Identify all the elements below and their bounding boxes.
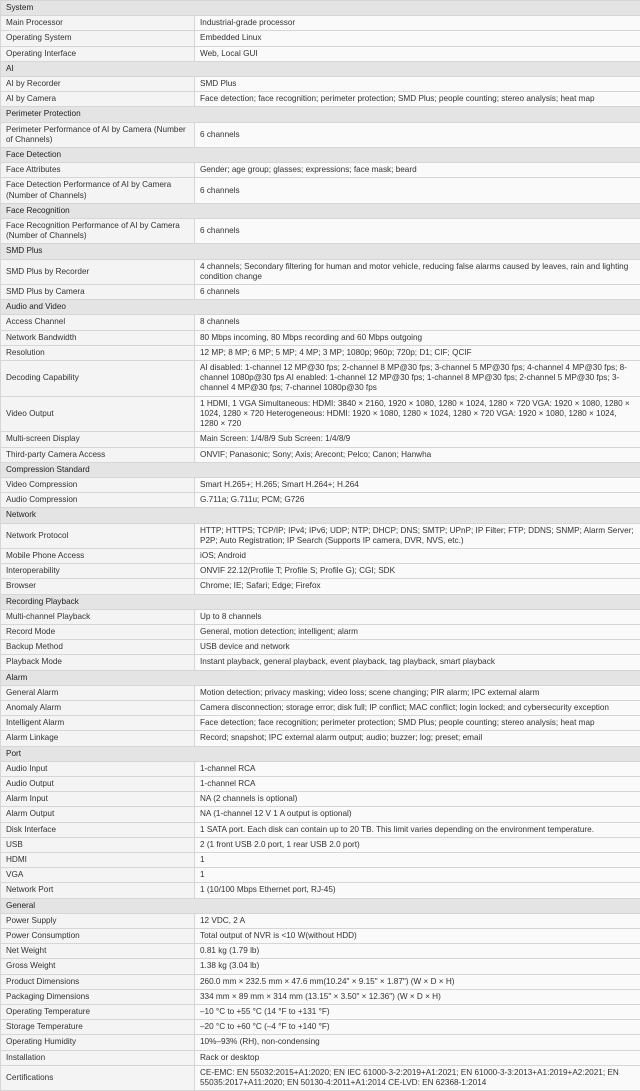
spec-row-hdmi: [1, 852, 640, 867]
spec-label: Third-party Camera Access: [1, 447, 195, 462]
spec-label: Certifications: [1, 1065, 195, 1090]
spec-value: USB device and network: [195, 640, 640, 655]
spec-label: Video Compression: [1, 477, 195, 492]
spec-row-operating-temperature: [1, 1005, 640, 1020]
spec-label: Disk Interface: [1, 822, 195, 837]
spec-value: Face detection; face recognition; perimeter protection; SMD Plus; people counting; stereo analysis; heat map: [195, 716, 640, 731]
spec-label: Power Supply: [1, 913, 195, 928]
spec-value: NA (2 channels is optional): [195, 792, 640, 807]
spec-value: SMD Plus: [195, 77, 640, 92]
spec-row-interoperability: [1, 564, 640, 579]
spec-label: Playback Mode: [1, 655, 195, 670]
spec-value: Total output of NVR is <10 W(without HDD): [195, 929, 640, 944]
spec-value: NA (1-channel 12 V 1 A output is optional): [195, 807, 640, 822]
spec-label: Network Protocol: [1, 523, 195, 548]
spec-label: SMD Plus by Camera: [1, 285, 195, 300]
spec-label: Decoding Capability: [1, 361, 195, 397]
spec-row-audio-compression: [1, 493, 640, 508]
section-header-network: [1, 508, 640, 523]
section-header-general: [1, 898, 640, 913]
spec-label: Gross Weight: [1, 959, 195, 974]
spec-label: Face Detection Performance of AI by Camera (Number of Channels): [1, 178, 195, 203]
spec-label: Net Weight: [1, 944, 195, 959]
spec-label: SMD Plus by Recorder: [1, 259, 195, 284]
spec-label: Anomaly Alarm: [1, 700, 195, 715]
section-header-face-detection: [1, 148, 640, 163]
spec-row-installation: [1, 1050, 640, 1065]
spec-row-network-port: [1, 883, 640, 898]
spec-label: VGA: [1, 868, 195, 883]
spec-value: 1-channel RCA: [195, 761, 640, 776]
spec-row-multi-channel-playback: [1, 609, 640, 624]
spec-value: Main Screen: 1/4/8/9 Sub Screen: 1/4/8/9: [195, 432, 640, 447]
spec-value: 12 MP; 8 MP; 6 MP; 5 MP; 4 MP; 3 MP; 1080p; 960p; 720p; D1; CIF; QCIF: [195, 345, 640, 360]
spec-value: iOS; Android: [195, 548, 640, 563]
spec-label: Installation: [1, 1050, 195, 1065]
spec-label: Face Attributes: [1, 163, 195, 178]
spec-row-multi-screen-display: [1, 432, 640, 447]
spec-row-alarm-output: [1, 807, 640, 822]
spec-label: Perimeter Performance of AI by Camera (Number of Channels): [1, 122, 195, 147]
section-title: Recording Playback: [1, 594, 640, 609]
spec-value: 4 channels; Secondary filtering for human and motor vehicle, reducing false alarms caused by leaves, rain and lighting condition change: [195, 259, 640, 284]
spec-value: 1: [195, 852, 640, 867]
spec-row-audio-input: [1, 761, 640, 776]
spec-row-vga: [1, 868, 640, 883]
spec-row-face-detection-performance-of-ai-by-camera-number-of-channels: [1, 178, 640, 203]
spec-row-mobile-phone-access: [1, 548, 640, 563]
spec-row-face-attributes: [1, 163, 640, 178]
spec-label: Video Output: [1, 396, 195, 432]
spec-row-access-channel: [1, 315, 640, 330]
spec-value: Chrome; IE; Safari; Edge; Firefox: [195, 579, 640, 594]
spec-label: Audio Output: [1, 776, 195, 791]
spec-value: 1 HDMI, 1 VGA Simultaneous: HDMI: 3840 × 2160, 1920 × 1080, 1280 × 1024, 1280 × 720 VGA: 1920 × 1080, 1280 × 1024, 1280 × 720 Heterogeneous: HDMI: 1920 × 1080, 1280 × 1024, 1280 × 720 VGA: 1920 × 1080, 1280 × 1024, 1280 × 720: [195, 396, 640, 432]
spec-label: Network Port: [1, 883, 195, 898]
spec-row-power-supply: [1, 913, 640, 928]
section-title: Audio and Video: [1, 300, 640, 315]
spec-row-operating-humidity: [1, 1035, 640, 1050]
spec-label: Operating System: [1, 31, 195, 46]
spec-value: Gender; age group; glasses; expressions; face mask; beard: [195, 163, 640, 178]
spec-value: Rack or desktop: [195, 1050, 640, 1065]
spec-value: 6 channels: [195, 219, 640, 244]
spec-value: 260.0 mm × 232.5 mm × 47.6 mm(10.24" × 9.15" × 1.87") (W × D × H): [195, 974, 640, 989]
spec-label: Multi-channel Playback: [1, 609, 195, 624]
spec-row-video-compression: [1, 477, 640, 492]
spec-row-power-consumption: [1, 929, 640, 944]
spec-label: Operating Humidity: [1, 1035, 195, 1050]
spec-value: Web, Local GUI: [195, 46, 640, 61]
spec-row-record-mode: [1, 624, 640, 639]
spec-value: 334 mm × 89 mm × 314 mm (13.15" × 3.50" × 12.36") (W × D × H): [195, 989, 640, 1004]
section-header-alarm: [1, 670, 640, 685]
section-title: AI: [1, 61, 640, 76]
spec-value: 80 Mbps incoming, 80 Mbps recording and 60 Mbps outgoing: [195, 330, 640, 345]
spec-value: 1 SATA port. Each disk can contain up to 20 TB. This limit varies depending on the environment temperature.: [195, 822, 640, 837]
spec-row-operating-system: [1, 31, 640, 46]
spec-label: Record Mode: [1, 624, 195, 639]
section-title: Network: [1, 508, 640, 523]
spec-row-alarm-input: [1, 792, 640, 807]
spec-label: Packaging Dimensions: [1, 989, 195, 1004]
spec-row-audio-output: [1, 776, 640, 791]
spec-label: Face Recognition Performance of AI by Camera (Number of Channels): [1, 219, 195, 244]
spec-label: Alarm Output: [1, 807, 195, 822]
spec-row-general-alarm: [1, 685, 640, 700]
spec-value: CE-EMC: EN 55032:2015+A1:2020; EN IEC 61000-3-2:2019+A1:2021; EN 61000-3-3:2013+A1:2019+A2:2021; EN 55035:2017+A11:2020; EN 50130-4:2011+A1:2014 CE-LVD: EN 62368-1:2014: [195, 1065, 640, 1090]
spec-row-network-bandwidth: [1, 330, 640, 345]
section-title: Face Detection: [1, 148, 640, 163]
spec-label: Alarm Input: [1, 792, 195, 807]
spec-value: 1.38 kg (3.04 lb): [195, 959, 640, 974]
spec-row-backup-method: [1, 640, 640, 655]
section-header-system: [1, 1, 640, 16]
section-header-audio-and-video: [1, 300, 640, 315]
spec-row-disk-interface: [1, 822, 640, 837]
spec-value: Up to 8 channels: [195, 609, 640, 624]
spec-value: HTTP; HTTPS; TCP/IP; IPv4; IPv6; UDP; NTP; DHCP; DNS; SMTP; UPnP; IP Filter; FTP; DDNS; SNMP; Alarm Server; P2P; Auto Registration; IP Search (Supports IP camera, DVR, NVS, etc.): [195, 523, 640, 548]
spec-value: 6 channels: [195, 122, 640, 147]
spec-row-decoding-capability: [1, 361, 640, 397]
spec-row-network-protocol: [1, 523, 640, 548]
spec-value: AI disabled: 1-channel 12 MP@30 fps; 2-channel 8 MP@30 fps; 3-channel 5 MP@30 fps; 4-channel 4 MP@30 fps; 8-channel 1080p@30 fps AI enabled: 1-channel 12 MP@30 fps; 1-channel 8 MP@30 fps; 2-channel 5 MP@30 fps; 3-channel 4 MP@30 fps; 7-channel 1080p@30 fps: [195, 361, 640, 397]
spec-label: Audio Compression: [1, 493, 195, 508]
spec-label: Operating Temperature: [1, 1005, 195, 1020]
spec-row-certifications: [1, 1065, 640, 1090]
section-header-perimeter-protection: [1, 107, 640, 122]
spec-row-usb: [1, 837, 640, 852]
section-title: System: [1, 1, 640, 16]
spec-row-operating-interface: [1, 46, 640, 61]
spec-label: Access Channel: [1, 315, 195, 330]
spec-value: 1: [195, 868, 640, 883]
spec-value: 0.81 kg (1.79 lb): [195, 944, 640, 959]
spec-row-smd-plus-by-camera: [1, 285, 640, 300]
spec-label: Main Processor: [1, 16, 195, 31]
spec-row-anomaly-alarm: [1, 700, 640, 715]
section-title: SMD Plus: [1, 244, 640, 259]
spec-value: 2 (1 front USB 2.0 port, 1 rear USB 2.0 port): [195, 837, 640, 852]
spec-row-product-dimensions: [1, 974, 640, 989]
spec-row-face-recognition-performance-of-ai-by-camera-number-of-channels: [1, 219, 640, 244]
spec-value: Motion detection; privacy masking; video loss; scene changing; PIR alarm; IPC external alarm: [195, 685, 640, 700]
spec-label: Storage Temperature: [1, 1020, 195, 1035]
spec-row-smd-plus-by-recorder: [1, 259, 640, 284]
spec-label: Power Consumption: [1, 929, 195, 944]
spec-value: Camera disconnection; storage error; disk full; IP conflict; MAC conflict; login locked; and cybersecurity exception: [195, 700, 640, 715]
section-header-smd-plus: [1, 244, 640, 259]
spec-value: Smart H.265+; H.265; Smart H.264+; H.264: [195, 477, 640, 492]
spec-row-resolution: [1, 345, 640, 360]
section-title: Alarm: [1, 670, 640, 685]
spec-row-browser: [1, 579, 640, 594]
spec-table-body: [1, 1, 640, 1091]
section-header-recording-playback: [1, 594, 640, 609]
spec-value: 8 channels: [195, 315, 640, 330]
spec-row-ai-by-camera: [1, 92, 640, 107]
spec-row-perimeter-performance-of-ai-by-camera-number-of-channels: [1, 122, 640, 147]
spec-label: Audio Input: [1, 761, 195, 776]
spec-label: Intelligent Alarm: [1, 716, 195, 731]
spec-label: Resolution: [1, 345, 195, 360]
spec-value: G.711a; G.711u; PCM; G726: [195, 493, 640, 508]
spec-row-video-output: [1, 396, 640, 432]
section-header-compression-standard: [1, 462, 640, 477]
spec-row-gross-weight: [1, 959, 640, 974]
section-title: Compression Standard: [1, 462, 640, 477]
spec-label: Backup Method: [1, 640, 195, 655]
spec-row-ai-by-recorder: [1, 77, 640, 92]
section-title: Face Recognition: [1, 203, 640, 218]
spec-row-net-weight: [1, 944, 640, 959]
spec-label: USB: [1, 837, 195, 852]
spec-label: AI by Camera: [1, 92, 195, 107]
spec-value: 1 (10/100 Mbps Ethernet port, RJ-45): [195, 883, 640, 898]
spec-value: Instant playback, general playback, event playback, tag playback, smart playback: [195, 655, 640, 670]
spec-value: 6 channels: [195, 178, 640, 203]
spec-label: Multi-screen Display: [1, 432, 195, 447]
spec-value: 6 channels: [195, 285, 640, 300]
spec-row-alarm-linkage: [1, 731, 640, 746]
spec-value: 10%–93% (RH), non-condensing: [195, 1035, 640, 1050]
spec-value: Industrial-grade processor: [195, 16, 640, 31]
spec-label: AI by Recorder: [1, 77, 195, 92]
spec-label: HDMI: [1, 852, 195, 867]
section-header-face-recognition: [1, 203, 640, 218]
spec-label: General Alarm: [1, 685, 195, 700]
spec-value: General, motion detection; intelligent; alarm: [195, 624, 640, 639]
spec-label: Interoperability: [1, 564, 195, 579]
spec-value: 12 VDC, 2 A: [195, 913, 640, 928]
spec-label: Product Dimensions: [1, 974, 195, 989]
spec-row-main-processor: [1, 16, 640, 31]
section-header-port: [1, 746, 640, 761]
spec-row-storage-temperature: [1, 1020, 640, 1035]
spec-label: Network Bandwidth: [1, 330, 195, 345]
section-header-ai: [1, 61, 640, 76]
spec-value: Record; snapshot; IPC external alarm output; audio; buzzer; log; preset; email: [195, 731, 640, 746]
section-title: General: [1, 898, 640, 913]
spec-row-intelligent-alarm: [1, 716, 640, 731]
spec-label: Browser: [1, 579, 195, 594]
spec-row-third-party-camera-access: [1, 447, 640, 462]
spec-row-playback-mode: [1, 655, 640, 670]
spec-value: Embedded Linux: [195, 31, 640, 46]
spec-label: Operating Interface: [1, 46, 195, 61]
section-title: Perimeter Protection: [1, 107, 640, 122]
spec-value: ONVIF 22.12(Profile T; Profile S; Profile G); CGI; SDK: [195, 564, 640, 579]
section-title: Port: [1, 746, 640, 761]
spec-label: Mobile Phone Access: [1, 548, 195, 563]
spec-value: –10 °C to +55 °C (14 °F to +131 °F): [195, 1005, 640, 1020]
spec-value: –20 °C to +60 °C (–4 °F to +140 °F): [195, 1020, 640, 1035]
spec-row-packaging-dimensions: [1, 989, 640, 1004]
spec-value: 1-channel RCA: [195, 776, 640, 791]
spec-value: Face detection; face recognition; perimeter protection; SMD Plus; people counting; stereo analysis; heat map: [195, 92, 640, 107]
spec-value: ONVIF; Panasonic; Sony; Axis; Arecont; Pelco; Canon; Hanwha: [195, 447, 640, 462]
spec-label: Alarm Linkage: [1, 731, 195, 746]
